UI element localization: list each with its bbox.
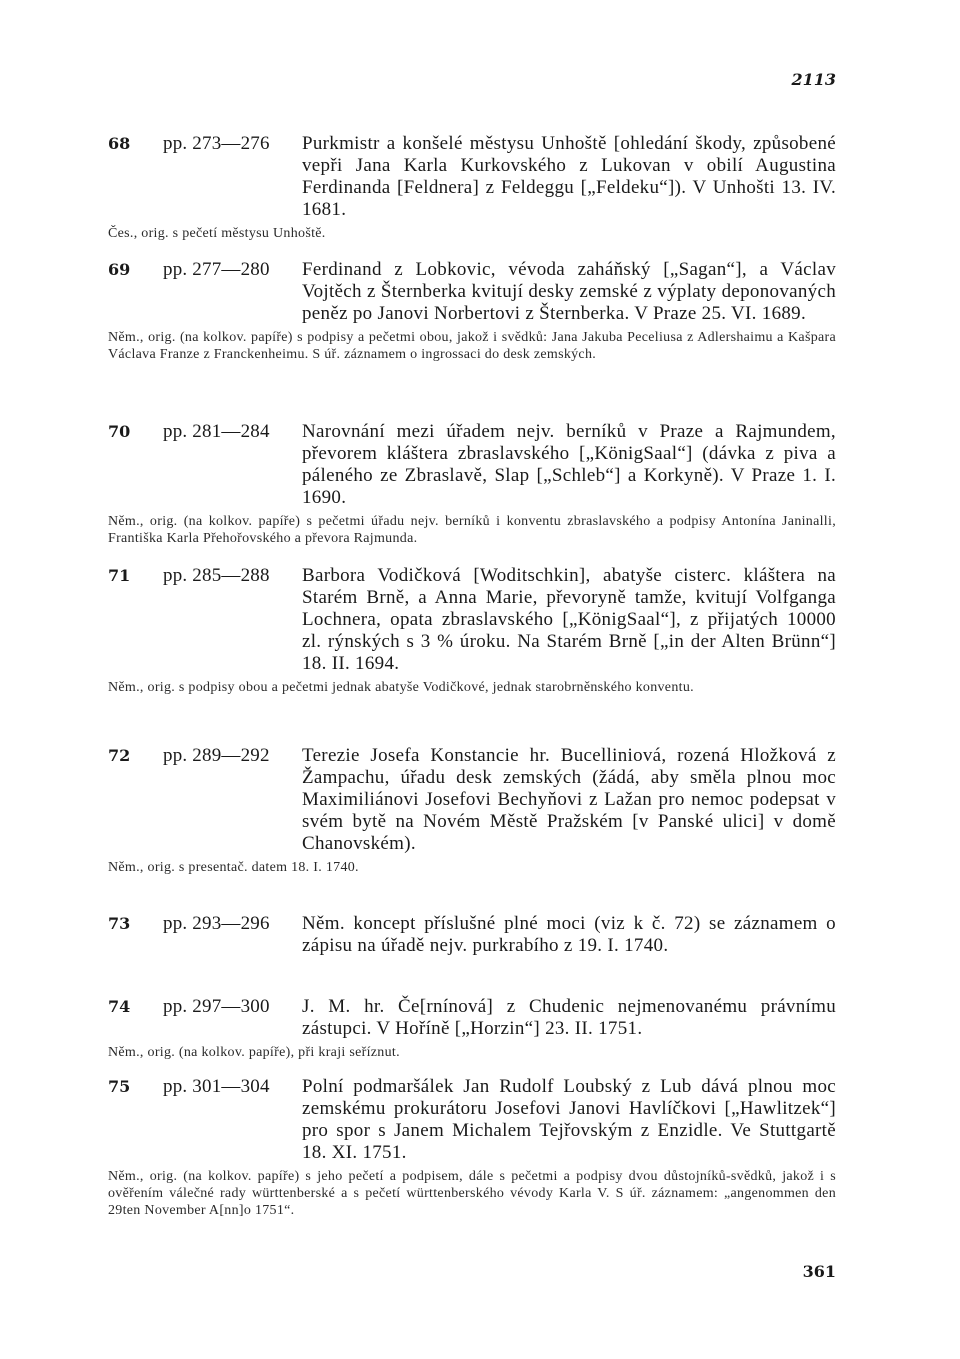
entry-69 — [108, 259, 836, 363]
entry-pages: pp. 277—280 — [163, 259, 270, 280]
entry-head — [108, 133, 836, 221]
entry-number: 71 — [108, 566, 131, 585]
entry-text: Ferdinand z Lobkovic, vévoda zaháňský [„Sagan“], a Václav Vojtěch z Šternberka kvitují desky zemské z výplaty deponovaných peněz po Janovi Norbertovi z Šternberka. V Praze 25. VI. 1689. — [302, 259, 836, 324]
entry-text: Terezie Josefa Konstancie hr. Bucelliniová, rozená Hložková z Žampachu, úřadu desk zemských (žádá, aby směla plnou moc Maximiliánovi Josefovi Bechyňovi z Lažan pro nemoc podepsat v svém bytě na Novém Městě Pražském [v Panské ulici] v domě Chanovském). — [302, 745, 836, 854]
entry-head — [108, 913, 836, 957]
entry-note: Něm., orig. (na kolkov. papíře), při kraji seříznut. — [108, 1045, 400, 1060]
entry-pages: pp. 273—276 — [163, 133, 270, 154]
entry-70 — [108, 421, 836, 547]
entry-text: Barbora Vodičková [Woditschkin], abatyše cisterc. kláštera na Starém Brně, a Anna Marie, převoryně tamže, kvitují Volfganga Lochnera, opata zbraslavského [„KönigSaal“], z přijatých 10000 zl. rýnských s 3 % úroku. Na Starém Brně [„in der Alten Brünn“] 18. II. 1694. — [302, 565, 836, 674]
entry-note: Něm., orig. (na kolkov. papíře) s jeho pečetí a podpisem, dále s pečetmi a podpisy dvou důstojníků-svědků, jakož i s ověřením válečné rady württenberské a s pečetí württenberského vévody Karla V. S úř. záznamem: „angenommen den 29ten November A[nn]o 1751“. — [108, 1169, 836, 1218]
entry-head — [108, 565, 836, 675]
entry-number: 72 — [108, 746, 131, 765]
entry-head — [108, 745, 836, 855]
entry-text: Polní podmaršálek Jan Rudolf Loubský z Lub dává plnou moc zemskému prokurátoru Josefovi Janovi Havlíčkovi [„Hawlitzek“] pro spor s Janem Michalem Tejřovským z Enzidle. Ve Stuttgartě 18. XI. 1751. — [302, 1076, 836, 1163]
entry-head — [108, 996, 836, 1040]
entry-number: 74 — [108, 997, 131, 1016]
page-footer-number: 361 — [802, 1262, 836, 1281]
entry-number: 70 — [108, 422, 131, 441]
entry-pages: pp. 293—296 — [163, 913, 270, 934]
entry-note: Něm., orig. s presentač. datem 18. I. 1740. — [108, 860, 359, 875]
entry-pages: pp. 297—300 — [163, 996, 270, 1017]
page-header-number: 2113 — [791, 70, 836, 89]
entry-head — [108, 421, 836, 509]
entry-pages: pp. 281—284 — [163, 421, 270, 442]
entry-text: Něm. koncept příslušné plné moci (viz k č. 72) se záznamem o zápisu na úřadě nejv. purkrabího z 19. I. 1740. — [302, 913, 836, 956]
entry-pages: pp. 285—288 — [163, 565, 270, 586]
entry-note: Něm., orig. (na kolkov. papíře) s podpisy a pečetmi obou, jakož i svědků: Jana Jakuba Peceliusa z Adlershaimu a Kašpara Václava Franze z Franckenheimu. S úř. záznamem o ingrossaci do desk zemských. — [108, 330, 836, 362]
entry-68 — [108, 133, 836, 242]
entry-text: J. M. hr. Če[rnínová] z Chudenic nejmenovanému právnímu zástupci. V Hoříně [„Horzin“] 23. II. 1751. — [302, 996, 836, 1039]
entry-head — [108, 259, 836, 325]
entry-note: Čes., orig. s pečetí městysu Unhoště. — [108, 226, 326, 241]
entry-71 — [108, 565, 836, 696]
entry-text: Purkmistr a konšelé městysu Unhoště [ohledání škody, způsobené vepři Jana Karla Kurkovského z Lukovan v obilí Augustina Ferdinanda [Feldnera] z Feldeggu [„Feldeku“]). V Unhošti 13. IV. 1681. — [302, 133, 836, 220]
entry-75 — [108, 1076, 836, 1219]
entry-number: 68 — [108, 134, 131, 153]
entry-note: Něm., orig. s podpisy obou a pečetmi jednak abatyše Vodičkové, jednak starobrněnského konventu. — [108, 680, 694, 695]
entry-number: 69 — [108, 260, 131, 279]
entry-73 — [108, 913, 836, 961]
entry-number: 73 — [108, 914, 131, 933]
entry-text: Narovnání mezi úřadem nejv. berníků v Praze a Rajmundem, převorem kláštera zbraslavského [„KönigSaal“] (dávka z piva a páleného ze Zbraslavě, Slap [„Schleb“] a Korkyně). V Praze 1. I. 1690. — [302, 421, 836, 508]
entry-74 — [108, 996, 836, 1061]
entry-note: Něm., orig. (na kolkov. papíře) s pečetmi úřadu nejv. berníků i konventu zbraslavského a podpisy Antonína Janinalli, Františka Karla Přehořovského a převora Rajmunda. — [108, 514, 836, 546]
entry-pages: pp. 289—292 — [163, 745, 270, 766]
entry-72 — [108, 745, 836, 876]
entry-head — [108, 1076, 836, 1164]
entry-number: 75 — [108, 1077, 131, 1096]
entry-pages: pp. 301—304 — [163, 1076, 270, 1097]
